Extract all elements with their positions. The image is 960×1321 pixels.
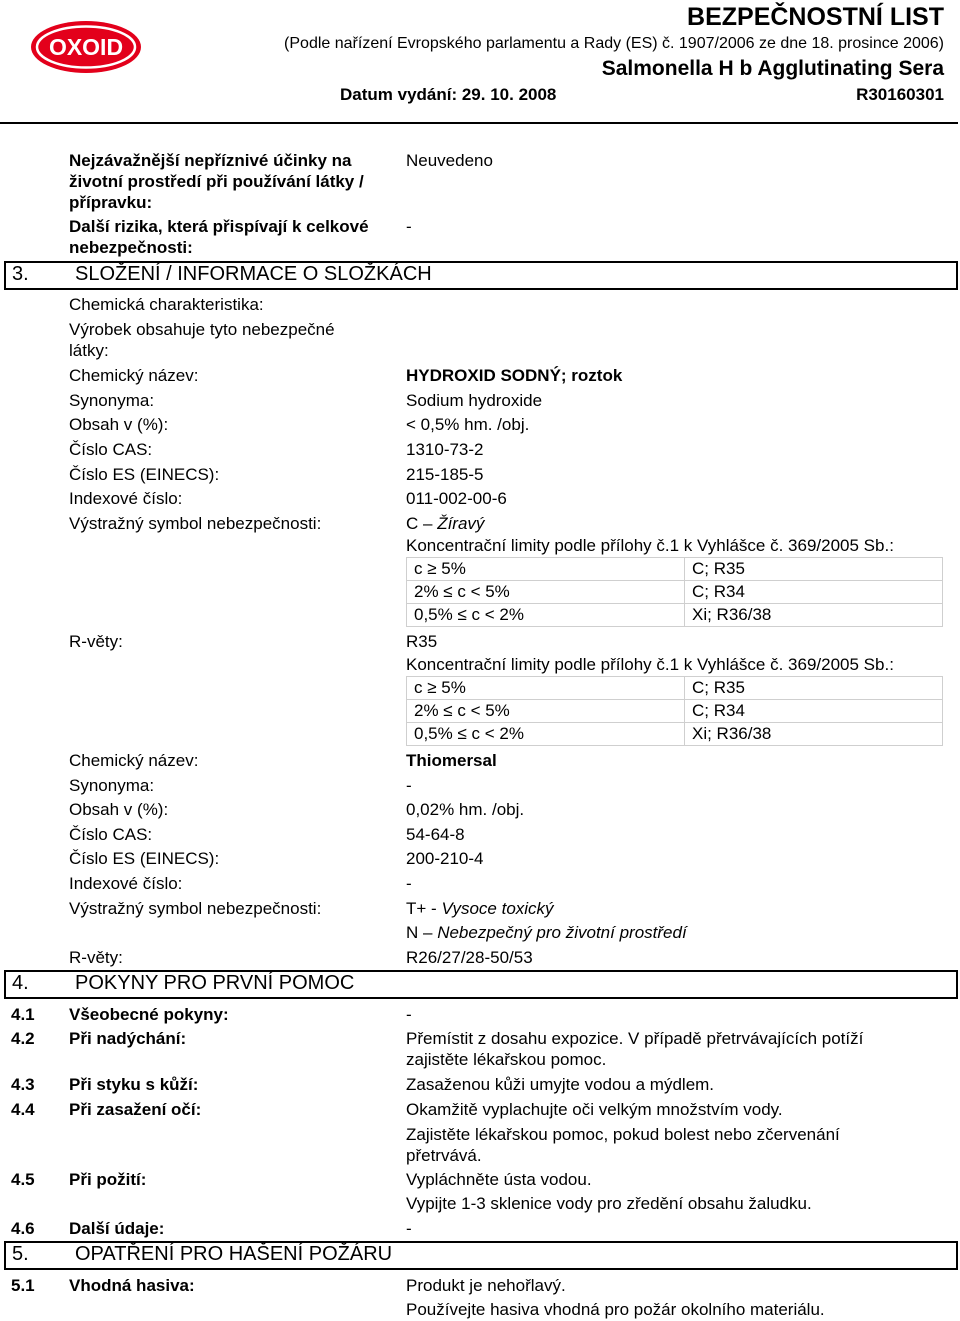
sub1-synonyms: Sodium hydroxide (406, 391, 543, 410)
section-5-header (4, 1241, 958, 1270)
item-4-4-number: 4.4 (11, 1100, 35, 1119)
sub2-r-label: R-věty: (69, 948, 123, 967)
sub2-synonyms-label: Synonyma: (69, 776, 155, 795)
sub1-es-label: Číslo ES (EINECS): (69, 465, 220, 484)
sub2-cas-label: Číslo CAS: (69, 825, 153, 844)
item-4-3-value: Zasaženou kůži umyjte vodou a mýdlem. (406, 1075, 715, 1094)
other-risks-label-1: Další rizika, která přispívají k celkové (69, 217, 369, 236)
limit-conc: 2% ≤ c < 5% (407, 581, 685, 604)
item-4-1-number: 4.1 (11, 1005, 35, 1024)
contains-label-1: Výrobek obsahuje tyto nebezpečné (69, 320, 335, 339)
section-5-title: OPATŘENÍ PRO HAŠENÍ POŽÁRU (75, 1243, 393, 1265)
sub2-chem-name: Thiomersal (406, 751, 497, 770)
limit-class: Xi; R36/38 (685, 723, 943, 746)
sub1-symbol (406, 513, 484, 535)
section-4-number: 4. (12, 972, 29, 994)
section-5-number: 5. (12, 1243, 29, 1265)
sub1-index-label: Indexové číslo: (69, 489, 183, 508)
item-4-5-number: 4.5 (11, 1170, 35, 1189)
other-risks-value: - (406, 217, 412, 236)
sub1-cas: 1310-73-2 (406, 440, 484, 459)
other-risks-label-2: nebezpečnosti: (69, 238, 193, 257)
table-row (407, 677, 943, 700)
item-4-1-label: Všeobecné pokyny: (69, 1005, 229, 1024)
regulation-text: (Podle nařízení Evropského parlamentu a Rady (ES) č. 1907/2006 ze dne 18. prosince 2006) (284, 35, 944, 52)
doc-code: R30160301 (856, 85, 944, 104)
item-4-5-label: Při požití: (69, 1170, 147, 1189)
limit-conc: 0,5% ≤ c < 2% (407, 723, 685, 746)
item-4-2-number: 4.2 (11, 1029, 35, 1048)
env-effects-label-1: Nejzávažnější nepříznivé účinky na (69, 151, 352, 170)
sub2-cas: 54-64-8 (406, 825, 465, 844)
section-3-header (4, 261, 958, 290)
table-row (407, 604, 943, 627)
item-4-4-label: Při zasažení očí: (69, 1100, 202, 1119)
sub1-content-label: Obsah v (%): (69, 415, 169, 434)
section-4-header (4, 970, 958, 999)
issue-date: Datum vydání: 29. 10. 2008 (340, 85, 557, 104)
header-rule (0, 122, 958, 124)
sub2-r: R26/27/28-50/53 (406, 948, 533, 967)
sub2-symbol-2-code: N – (406, 923, 433, 942)
sub1-r: R35 (406, 632, 438, 651)
limit-class: C; R34 (685, 581, 943, 604)
env-effects-label-3: přípravku: (69, 193, 153, 212)
sub1-limits2-title: Koncentrační limity podle přílohy č.1 k Vyhlášce č. 369/2005 Sb.: (406, 655, 894, 674)
item-5-1-number: 5.1 (11, 1276, 35, 1295)
table-row (407, 700, 943, 723)
sub1-synonyms-label: Synonyma: (69, 391, 155, 410)
oxoid-logo (30, 20, 142, 74)
sub1-cas-label: Číslo CAS: (69, 440, 153, 459)
env-effects-value: Neuvedeno (406, 151, 493, 170)
sub2-symbol-2-name: Nebezpečný pro životní prostředí (437, 923, 687, 942)
table-row (407, 558, 943, 581)
table-row (407, 581, 943, 604)
sub2-synonyms: - (406, 776, 412, 795)
item-4-3-number: 4.3 (11, 1075, 35, 1094)
item-4-6-value: - (406, 1219, 412, 1238)
chem-char-label: Chemická charakteristika: (69, 295, 264, 314)
sub1-index: 011-002-00-6 (406, 489, 507, 508)
sub2-index: - (406, 874, 412, 893)
sub2-es-label: Číslo ES (EINECS): (69, 849, 220, 868)
table-row (407, 723, 943, 746)
sub1-symbol-name: Žíravý (437, 514, 485, 533)
item-4-2-value-2: zajistěte lékařskou pomoc. (406, 1050, 607, 1069)
sub1-chem-name-label: Chemický název: (69, 366, 199, 385)
sub2-symbol-1 (406, 898, 554, 920)
sub1-es: 215-185-5 (406, 465, 484, 484)
item-4-4-value-1: Okamžitě vyplachujte oči velkým množstvím vody. (406, 1100, 783, 1119)
limit-conc: 0,5% ≤ c < 2% (407, 604, 685, 627)
sub1-r-label: R-věty: (69, 632, 123, 651)
item-4-4-value-3: přetrvává. (406, 1146, 482, 1165)
limit-class: C; R35 (685, 558, 943, 581)
env-effects-label-2: životní prostředí při používání látky / (69, 172, 364, 191)
sub2-symbol-label: Výstražný symbol nebezpečnosti: (69, 899, 322, 918)
logo-text: OXOID (48, 34, 124, 60)
sub2-symbol-1-name: Vysoce toxický (441, 899, 554, 918)
limit-class: C; R35 (685, 677, 943, 700)
sub2-content-label: Obsah v (%): (69, 800, 169, 819)
limit-class: C; R34 (685, 700, 943, 723)
sub2-symbol-2 (406, 922, 687, 944)
item-4-4-value-2: Zajistěte lékařskou pomoc, pokud bolest nebo zčervenání (406, 1125, 840, 1144)
doc-title: BEZPEČNOSTNÍ LIST (687, 3, 944, 31)
item-5-1-value-1: Produkt je nehořlavý. (406, 1276, 566, 1295)
item-5-1-value-2: Používejte hasiva vhodná pro požár okolního materiálu. (406, 1300, 825, 1319)
item-5-1-label: Vhodná hasiva: (69, 1276, 195, 1295)
sub1-symbol-code: C – (406, 514, 433, 533)
sub2-symbol-1-code: T+ - (406, 899, 437, 918)
section-4-title: POKYNY PRO PRVNÍ POMOC (75, 972, 355, 994)
section-3-number: 3. (12, 263, 29, 285)
item-4-5-value-1: Vypláchněte ústa vodou. (406, 1170, 592, 1189)
sub2-index-label: Indexové číslo: (69, 874, 183, 893)
item-4-6-number: 4.6 (11, 1219, 35, 1238)
product-name: Salmonella H b Agglutinating Sera (601, 57, 944, 80)
limit-conc: c ≥ 5% (407, 677, 685, 700)
limit-class: Xi; R36/38 (685, 604, 943, 627)
sub2-es: 200-210-4 (406, 849, 484, 868)
item-4-3-label: Při styku s kůží: (69, 1075, 199, 1094)
sub1-limits2-table (406, 676, 943, 746)
item-4-1-value: - (406, 1005, 412, 1024)
item-4-5-value-2: Vypijte 1-3 sklenice vody pro zředění obsahu žaludku. (406, 1194, 812, 1213)
item-4-6-label: Další údaje: (69, 1219, 165, 1238)
section-3-title: SLOŽENÍ / INFORMACE O SLOŽKÁCH (75, 263, 432, 285)
item-4-2-label: Při nadýchání: (69, 1029, 187, 1048)
sub2-content: 0,02% hm. /obj. (406, 800, 525, 819)
sub1-limits-title: Koncentrační limity podle přílohy č.1 k Vyhlášce č. 369/2005 Sb.: (406, 536, 894, 555)
limit-conc: c ≥ 5% (407, 558, 685, 581)
sub2-chem-name-label: Chemický název: (69, 751, 199, 770)
item-4-2-value-1: Přemístit z dosahu expozice. V případě přetrvávajících potíží (406, 1029, 864, 1048)
sub1-limits-table (406, 557, 943, 627)
contains-label-2: látky: (69, 341, 109, 360)
sub1-symbol-label: Výstražný symbol nebezpečnosti: (69, 514, 322, 533)
sub1-chem-name: HYDROXID SODNÝ; roztok (406, 366, 623, 385)
sub1-content: < 0,5% hm. /obj. (406, 415, 530, 434)
limit-conc: 2% ≤ c < 5% (407, 700, 685, 723)
